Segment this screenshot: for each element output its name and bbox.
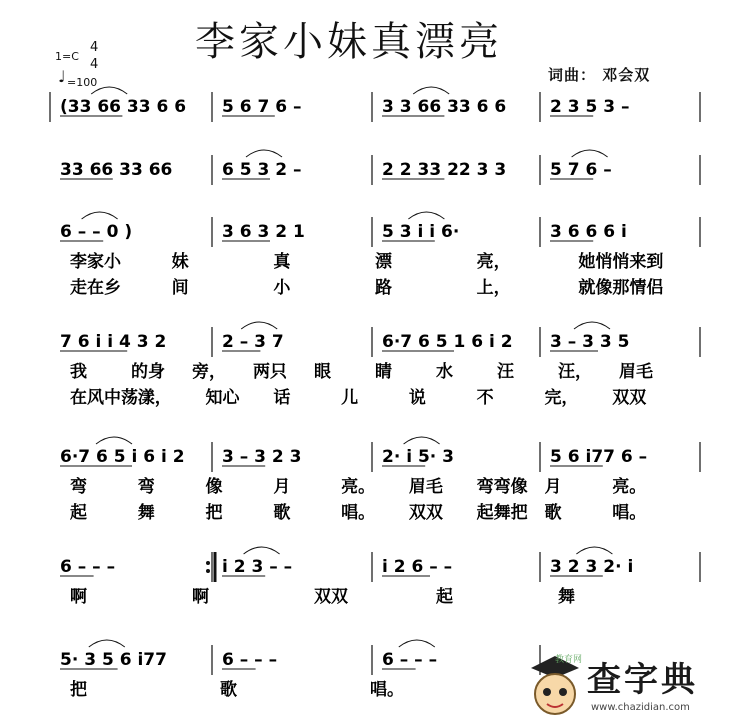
measure-notes: 3 2 3 2· i [550,557,634,577]
lyric-word: 唱。 [370,680,404,700]
slur-arc [241,322,277,329]
song-title: 李家小妹真漂亮 [195,19,503,65]
lyric-word: 歌 [220,680,237,700]
lyric-word: 舞 [558,587,575,607]
lyric-word: 起舞把 [476,503,528,523]
lyric-word: 她悄悄来到 [578,252,664,272]
lyric-word: 不 [476,388,494,408]
lyric-word: 完， [544,388,579,408]
lyric-word: 亮， [476,252,511,272]
repeat-dot [206,561,210,565]
lyric-word: 像 [205,477,223,497]
measure-notes: 5 6 i77 6 – [550,447,648,467]
lyric-word: 两只 [253,362,287,382]
measure-notes: 7 6 i i 4 3 2 [60,332,167,352]
lyric-word: 啊 [192,587,209,607]
slur-arc [574,322,610,329]
measure-notes: i 2 3 – – [222,557,293,577]
slur-arc [96,437,132,444]
slur-arc [572,150,608,157]
lyric-word: 漂 [375,252,392,272]
lyric-word: 双双 [612,388,647,408]
lyric-word: 弯 [137,477,155,497]
lyric-word: 舞 [137,503,155,523]
lyric-word: 话 [273,388,291,408]
measure-notes: 6 – – – [60,557,116,577]
lyric-word: 汪 [497,362,514,382]
lyric-word: 亮。 [341,477,376,497]
measure-notes: 5 6 7 6 – [222,97,302,117]
measure-notes: 5· 3 5 6 i77 [60,650,167,670]
measure-notes: i 2 6 – – [382,557,453,577]
measure-notes: 6 – – – [222,650,278,670]
slur-arc [576,547,612,554]
lyric-word: 妹 [171,252,189,272]
lyric-word: 眼 [314,362,331,382]
lyric-word: 我 [70,362,87,382]
lyric-word: 把 [205,503,223,523]
lyric-word: 唱。 [612,503,647,523]
measure-notes: 6·7 6 5 1 6 i 2 [382,332,513,352]
lyric-word: 歌 [544,503,562,523]
measure-notes: 33 66 33 66 [60,160,173,180]
credit-line: 词曲： 邓会双 [548,66,651,84]
measure-notes: 2 3 5 3 – [550,97,630,117]
lyric-word: 眉毛 [619,362,653,382]
tempo-marking: =100 [67,76,98,89]
measure-notes: 3 – 3 2 3 [222,447,302,467]
lyric-word: 就像那情侣 [578,278,664,298]
slur-arc [408,212,444,219]
measure-notes: 6·7 6 5 i 6 i 2 [60,447,185,467]
lyric-word: 啊 [70,587,87,607]
lyric-word: 路 [375,278,392,298]
lyric-word: 上， [476,278,511,298]
measure-notes: 5 7 6 – [550,160,612,180]
lyric-word: 汪， [558,362,592,382]
slur-arc [246,150,282,157]
lyric-word: 月 [544,477,562,497]
quarter-note-icon: ♩ [58,67,66,86]
lyric-word: 眉毛 [408,477,443,497]
lyric-word: 唱。 [341,503,376,523]
slur-arc [404,437,440,444]
lyric-word: 双双 [314,587,348,607]
key-signature: 1=C [55,50,79,63]
slur-arc [82,212,118,219]
lyric-word: 旁， [192,362,226,382]
measure-notes: 6 – – 0 ) [60,222,133,242]
lyric-word: 间 [171,278,189,298]
lyric-word: 把 [70,680,87,700]
repeat-dot [206,569,210,573]
measure-notes: (33 66 33 6 6 [60,97,187,117]
measure-notes: 2 2 33 22 3 3 [382,160,507,180]
slur-arc [91,87,127,94]
lyric-word: 睛 [375,362,392,382]
slur-arc [89,640,125,647]
lyric-word: 真 [273,252,291,272]
measure-notes: 6 – – – [382,650,438,670]
watermark-side-text: 教育网 [555,655,583,665]
watermark-url: www.chazidian.com [591,702,690,713]
lyric-word: 说 [408,388,426,408]
lyric-word: 歌 [273,503,291,523]
lyric-word: 月 [273,477,291,497]
measure-notes: 5 3 i i 6· [382,222,460,242]
lyric-word: 双双 [408,503,443,523]
lyric-word: 漾， [137,388,172,408]
time-signature-top: 4 [90,40,99,55]
lyric-word: 水 [436,362,453,382]
lyric-word: 起 [70,503,87,523]
measure-notes: 2· i 5· 3 [382,447,454,467]
lyric-word: 小 [273,278,291,298]
slur-arc [244,547,280,554]
lyric-word: 的身 [131,362,165,382]
measure-notes: 3 – 3 3 5 [550,332,630,352]
slur-arc [399,640,435,647]
lyric-word: 弯弯像 [476,477,528,497]
lyric-word: 亮。 [612,477,647,497]
lyric-word: 知心 [205,388,240,408]
watermark-text: 查字典 [587,660,698,700]
time-signature-bottom: 4 [90,57,99,72]
measure-notes: 3 6 3 2 1 [222,222,305,242]
lyric-word: 走在乡 [70,278,121,298]
lyric-word: 李家小 [70,252,121,272]
measure-notes: 6 5 3 2 – [222,160,302,180]
measure-notes: 2 – 3 7 [222,332,284,352]
lyric-word: 弯 [70,477,87,497]
measure-notes: 3 3 66 33 6 6 [382,97,507,117]
lyric-word: 起 [436,587,453,607]
measure-notes: 3 6 6 6 i [550,222,627,242]
lyric-word: 在风中荡 [70,388,138,408]
lyric-word: 儿 [341,388,359,408]
slur-arc [413,87,449,94]
